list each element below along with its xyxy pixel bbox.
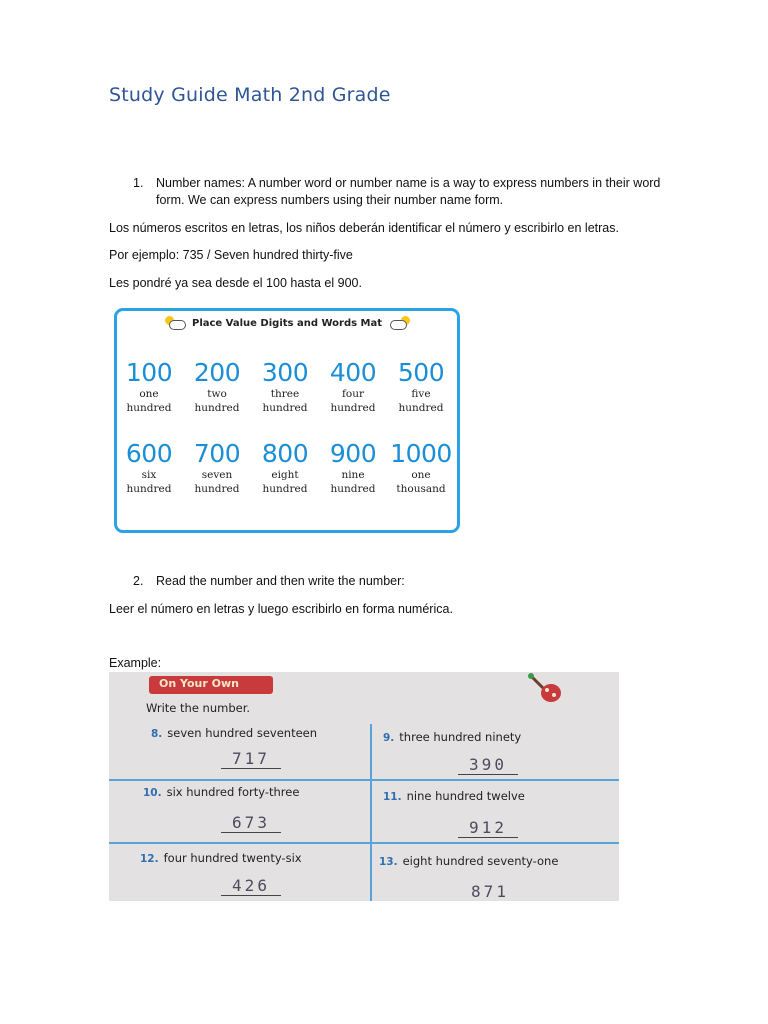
worksheet-instruction: Write the number. [146, 701, 251, 715]
example-label: Example: [109, 656, 162, 670]
question [379, 854, 558, 868]
mat-word: six [141, 469, 157, 481]
answer-line: 426 [221, 877, 281, 896]
grid-divider [109, 779, 619, 781]
mat-number: 800 [261, 439, 309, 468]
mat-word: hundred [262, 483, 308, 495]
mat-cell [184, 359, 250, 415]
paragraph: Los números escritos en letras, los niños deberán identificar el número y escribirlo en letras. [109, 221, 619, 235]
banner-text: On Your Own [159, 677, 239, 690]
mat-cell [320, 359, 386, 415]
question [140, 851, 302, 865]
answer-line: 390 [458, 756, 518, 775]
mat-word: hundred [330, 483, 376, 495]
maraca-icon [527, 672, 563, 704]
mat-cell [388, 359, 454, 415]
page-title: Study Guide Math 2nd Grade [109, 84, 391, 106]
mat-cell [252, 359, 318, 415]
mat-word: two [207, 388, 227, 400]
question [383, 730, 521, 744]
mat-word: three [270, 388, 300, 400]
mat-number: 200 [193, 358, 241, 387]
list-number: 1. [133, 176, 144, 190]
mat-word: thousand [396, 483, 446, 495]
question-text: eight hundred seventy-one [402, 854, 559, 868]
mat-number: 300 [261, 358, 309, 387]
question [383, 789, 525, 803]
list-number: 2. [133, 574, 144, 588]
question-text: six hundred forty-three [166, 785, 300, 799]
mat-number: 1000 [390, 439, 452, 468]
question-number: 11. [383, 791, 402, 803]
mat-number: 100 [125, 358, 173, 387]
mat-word: one [411, 469, 431, 481]
question-number: 12. [140, 853, 159, 865]
mat-title-row [117, 318, 457, 329]
mat-word: hundred [126, 483, 172, 495]
question-number: 13. [379, 856, 398, 868]
paragraph: Les pondré ya sea desde el 100 hasta el 900. [109, 276, 362, 290]
mat-word: seven [201, 469, 233, 481]
paragraph: Leer el número en letras y luego escribirlo en forma numérica. [109, 602, 453, 616]
question-text: seven hundred seventeen [167, 726, 318, 740]
mat-word: eight [271, 469, 299, 481]
mat-cell [320, 440, 386, 496]
mat-cell [184, 440, 250, 496]
worksheet-photo [109, 672, 619, 901]
question-text: four hundred twenty-six [163, 851, 302, 865]
question-text: nine hundred twelve [406, 789, 525, 803]
answer-line: 673 [221, 814, 281, 833]
mat-number: 900 [329, 439, 377, 468]
answer-line: 871 [460, 883, 520, 901]
question [143, 785, 299, 799]
mat-word: hundred [194, 483, 240, 495]
mat-number: 700 [193, 439, 241, 468]
mat-word: four [342, 388, 364, 400]
mat-word: five [411, 388, 431, 400]
grid-divider [370, 724, 372, 901]
mat-cell [388, 440, 454, 496]
mat-word: hundred [330, 402, 376, 414]
question-number: 9. [383, 732, 395, 744]
mat-cell [116, 440, 182, 496]
mat-word: hundred [398, 402, 444, 414]
question-number: 8. [151, 728, 163, 740]
mat-word: nine [341, 469, 365, 481]
question-text: three hundred ninety [399, 730, 522, 744]
mat-cell [252, 440, 318, 496]
mat-number: 600 [125, 439, 173, 468]
answer-line: 717 [221, 750, 281, 769]
mat-word: one [139, 388, 159, 400]
mat-word: hundred [126, 402, 172, 414]
mat-number: 400 [329, 358, 377, 387]
sun-cloud-icon [390, 318, 412, 328]
mat-title: Place Value Digits and Words Mat [191, 318, 383, 329]
sun-cloud-icon [163, 318, 185, 328]
mat-word: hundred [194, 402, 240, 414]
list-text: Number names: A number word or number name is a way to express numbers in their word form. We can express numbers using their number name form. [156, 176, 661, 207]
grid-divider [109, 842, 619, 844]
place-value-mat [114, 308, 460, 533]
mat-number: 500 [397, 358, 445, 387]
question-number: 10. [143, 787, 162, 799]
paragraph: Por ejemplo: 735 / Seven hundred thirty-five [109, 248, 353, 262]
mat-cell [116, 359, 182, 415]
list-text: Read the number and then write the number: [156, 574, 405, 588]
on-your-own-banner [149, 676, 273, 694]
answer-line: 912 [458, 819, 518, 838]
mat-word: hundred [262, 402, 308, 414]
question [151, 726, 317, 740]
